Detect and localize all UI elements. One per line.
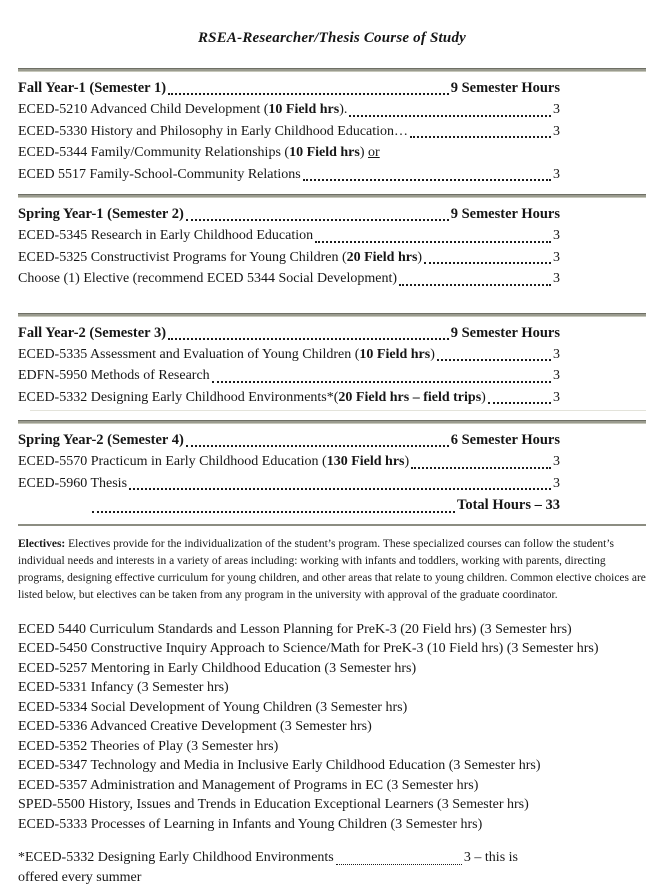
dot-leader (399, 284, 551, 286)
dot-leader (336, 864, 462, 865)
course-text-bold: 10 Field hrs (289, 145, 360, 160)
page-title: RSEA-Researcher/Thesis Course of Study (18, 30, 646, 47)
electives-note-body: Electives provide for the individualization of the student’s program. These specialized courses can follow the student’s individual needs and interests in a variety of areas including: working with infants and toddlers, working with parents, directing programs, designing effective curriculum for young children, and other areas that relate to young children. Common elective choices are listed below, but electives can be taken from any program in the university with approval of the graduate coordinator. (18, 538, 646, 601)
dot-leader (410, 136, 551, 138)
course-row (18, 164, 560, 186)
course-text (18, 247, 422, 269)
course-text: Choose (1) Elective (recommend ECED 5344 Social Development) (18, 268, 397, 290)
elective-item: ECED-5352 Theories of Play (3 Semester hrs) (18, 737, 646, 757)
credit-hours: 3 (553, 99, 560, 121)
dot-leader (437, 359, 551, 361)
course-row (18, 344, 560, 366)
dot-leader (168, 338, 449, 340)
semester-hours: 9 Semester Hours (451, 203, 560, 225)
course-text: ECED-5345 Research in Early Childhood Education (18, 225, 313, 247)
footnote-row (18, 848, 518, 868)
section-heading-row (18, 77, 560, 99)
course-text-bold: 20 Field hrs (347, 250, 418, 265)
section-heading: Spring Year-1 (Semester 2) (18, 203, 184, 225)
dot-leader (303, 179, 551, 181)
or-connector: or (368, 145, 380, 160)
credit-hours: 3 (553, 268, 560, 290)
section-fall-year-1 (18, 72, 646, 185)
dot-leader (488, 402, 551, 404)
footnote (18, 848, 646, 887)
dot-leader (315, 241, 551, 243)
elective-item: ECED-5336 Advanced Creative Development (3 Semester hrs) (18, 717, 646, 737)
course-text: ECED-5330 History and Philosophy in Early Childhood Education… (18, 121, 408, 143)
course-text-post: ) (405, 454, 410, 469)
course-row (18, 365, 560, 387)
section-heading-row (18, 203, 560, 225)
elective-item: ECED-5334 Social Development of Young Children (3 Semester hrs) (18, 698, 646, 718)
course-row (18, 473, 560, 495)
total-hours-row (90, 495, 560, 517)
course-row (18, 121, 560, 143)
elective-item: ECED-5450 Constructive Inquiry Approach to Science/Math for PreK-3 (10 Field hrs) (3 Semester hrs) (18, 639, 646, 659)
course-text (18, 387, 486, 409)
electives-note (18, 536, 646, 604)
course-row (18, 99, 560, 121)
course-text (18, 99, 347, 121)
course-text-pre: ECED-5344 Family/Community Relationships ( (18, 145, 289, 160)
credit-hours: 3 (553, 164, 560, 186)
course-text-post: ) (417, 250, 422, 265)
credit-hours: 3 (553, 344, 560, 366)
credit-hours: 3 (553, 451, 560, 473)
credit-hours: 3 (553, 473, 560, 495)
course-text-pre: ECED-5335 Assessment and Evaluation of Young Children ( (18, 347, 359, 362)
section-spring-year-1 (18, 198, 646, 290)
semester-hours: 6 Semester Hours (451, 429, 560, 451)
course-text-pre: ECED-5210 Advanced Child Development ( (18, 102, 268, 117)
course-row (18, 247, 560, 269)
dot-leader (129, 488, 551, 490)
elective-item: ECED-5357 Administration and Management of Programs in EC (3 Semester hrs) (18, 776, 646, 796)
course-text-pre: ECED-5325 Constructivist Programs for Young Children ( (18, 250, 347, 265)
dot-leader (411, 467, 551, 469)
course-text-pre: ECED-5570 Practicum in Early Childhood Education ( (18, 454, 327, 469)
credit-hours: 3 (553, 365, 560, 387)
credit-hours: 3 (553, 225, 560, 247)
course-row (18, 225, 560, 247)
electives-divider (18, 524, 646, 526)
elective-item: ECED 5440 Curriculum Standards and Lesson Planning for PreK-3 (20 Field hrs) (3 Semester hrs) (18, 620, 646, 640)
course-text-bold: 10 Field hrs (359, 347, 430, 362)
semester-hours: 9 Semester Hours (451, 77, 560, 99)
course-text-post: ) (430, 347, 435, 362)
section-fall-year-2 (18, 317, 646, 409)
electives-note-lead: Electives: (18, 538, 65, 550)
credit-hours: 3 (553, 247, 560, 269)
electives-list (18, 620, 646, 835)
course-row (18, 268, 560, 290)
section-heading-row (18, 429, 560, 451)
footnote-value: 3 – this is (464, 848, 518, 868)
course-text: ECED 5517 Family-School-Community Relations (18, 164, 301, 186)
course-text-bold: 130 Field hrs (327, 454, 405, 469)
course-text-pre: ECED-5332 Designing Early Childhood Environments*( (18, 390, 338, 405)
course-text: ECED-5960 Thesis (18, 473, 127, 495)
course-text (18, 142, 380, 164)
course-text-bold: 20 Field hrs – field trips (338, 390, 481, 405)
footnote-text: *ECED-5332 Designing Early Childhood Environments (18, 848, 334, 868)
elective-item: ECED-5333 Processes of Learning in Infants and Young Children (3 Semester hrs) (18, 815, 646, 835)
credit-hours: 3 (553, 387, 560, 409)
course-text: EDFN-5950 Methods of Research (18, 365, 210, 387)
section-spring-year-2 (18, 424, 646, 517)
course-text-post: ). (339, 102, 347, 117)
dot-leader (168, 93, 449, 95)
dot-leader (424, 262, 551, 264)
course-text-post: ) (360, 145, 368, 160)
elective-item: SPED-5500 History, Issues and Trends in Education Exceptional Learners (3 Semester hrs) (18, 795, 646, 815)
total-hours-label: Total Hours – 33 (457, 495, 560, 517)
credit-hours: 3 (553, 121, 560, 143)
course-row (18, 142, 560, 164)
course-text-bold: 10 Field hrs (268, 102, 339, 117)
footnote-line2: offered every summer (18, 868, 646, 887)
dot-leader (349, 115, 551, 117)
elective-item: ECED-5347 Technology and Media in Inclusive Early Childhood Education (3 Semester hrs) (18, 756, 646, 776)
dot-leader (212, 381, 551, 383)
elective-item: ECED-5257 Mentoring in Early Childhood Education (3 Semester hrs) (18, 659, 646, 679)
course-text (18, 451, 409, 473)
spacer (18, 411, 646, 420)
dot-leader (186, 445, 449, 447)
section-heading-row (18, 322, 560, 344)
section-heading: Spring Year-2 (Semester 4) (18, 429, 184, 451)
section-heading: Fall Year-2 (Semester 3) (18, 322, 166, 344)
dot-leader (92, 511, 455, 513)
course-text-post: ) (481, 390, 486, 405)
semester-hours: 9 Semester Hours (451, 322, 560, 344)
elective-item: ECED-5331 Infancy (3 Semester hrs) (18, 678, 646, 698)
course-row (18, 451, 560, 473)
dot-leader (186, 219, 449, 221)
section-heading: Fall Year-1 (Semester 1) (18, 77, 166, 99)
course-row (18, 387, 560, 409)
course-text (18, 344, 435, 366)
